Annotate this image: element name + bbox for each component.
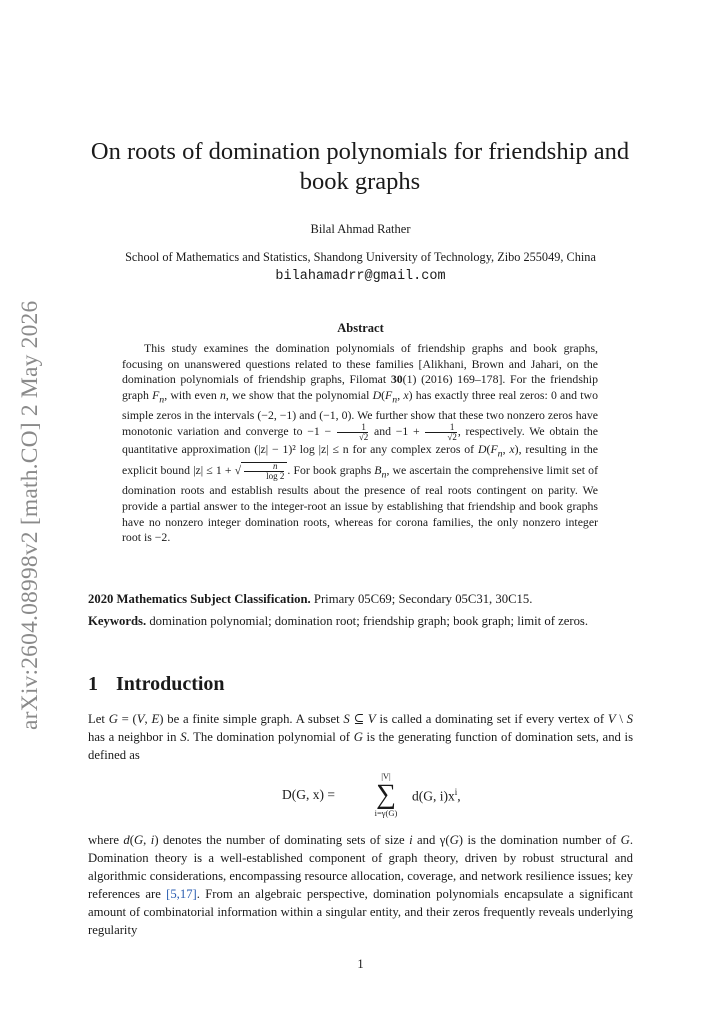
citation-link[interactable]: [5,17] — [166, 887, 197, 901]
intro-paragraph-1: Let G = (V, E) be a finite simple graph. A subset S ⊆ V is called a dominating set if every vertex of V \ S has a neighbor in S. The domination polynomial of G is the generating function of domination sets, and is defined as — [88, 712, 634, 762]
abstract-heading: Abstract — [337, 321, 384, 335]
author-name: Bilal Ahmad Rather — [310, 222, 411, 236]
section-heading: 1 Introduction — [88, 673, 225, 695]
author-affiliation: School of Mathematics and Statistics, Shandong University of Technology, Zibo 255049, China — [125, 250, 596, 264]
summation-symbol: |V| ∑ i=γ(G) — [374, 771, 398, 818]
equation-rhs: d(G, $i)x^i$, — [412, 787, 461, 804]
page-number: 1 — [357, 957, 364, 971]
equation-lhs: D(G, x) = — [282, 787, 335, 802]
intro-paragraph-2: where d(G, i) denotes the number of dominating sets of size i and γ(G) is the domination number of G. Domination theory is a well-established component of graph theory, driven by robust structural and algorithmic considerations, encompassing resource allocation, coverage, and network resilience issues; key references are [5,17]. From an algebraic perspective, domination polynomials encapsulate a significant amount of combinatorial information within a singular entity, and their zeros frequently reveals underlying regularity — [88, 833, 634, 937]
abstract-body: This study examines the domination polynomials of friendship graphs and book graphs, focusing on unanswered questions related to these families [Alikhani, Brown and Jahari, on the domination polynomials of friendship graphs, Filomat 30(1) (2016) 169–178]. For the friendship graph $F_n$, with even n, we show that the polynomial $D(F_n$, x) has exactly three real zeros: 0 and two simple zeros in the intervals (−2, −1) and (−1, 0). We further show that these two nonzero zeros have monotonic variation and converge to −1 − $\frac{1}{√2}$ and −1 + $\frac{1}{√2}$ , respectively. We obtain the quantitative approximation (|z| − 1)² log |z| ≤ n for any complex zeros of $D(F_n$, x), resulting in the explicit bound |z| ≤ 1 + √ $\frac{n}{\log 2}$ . For book graphs $B_n$, we ascertain the comprehensive limit set of domination roots and establish results about the presence of real roots contingent on parity. We provide a partial answer to the integer-root an issue by establishing that friendship and book graphs have no nonzero integer domination roots, whereas for corona families, the only nonzero integer root is −2. — [122, 341, 598, 545]
author-email: bilahamadrr@gmail.com — [275, 269, 446, 284]
msc-classification: 2020 Mathematics Subject Classification. Primary 05C69; Secondary 05C31, 30C15. — [88, 592, 533, 606]
arxiv-sidebar-stamp: arXiv:2604.08998v2 [math.CO] 2 May 2026 — [17, 300, 43, 730]
keywords: Keywords. domination polynomial; domination root; friendship graph; book graph; limit of zeros. — [88, 614, 589, 628]
paper-title: On roots of domination polynomials for friendship and book graphs — [90, 138, 630, 195]
